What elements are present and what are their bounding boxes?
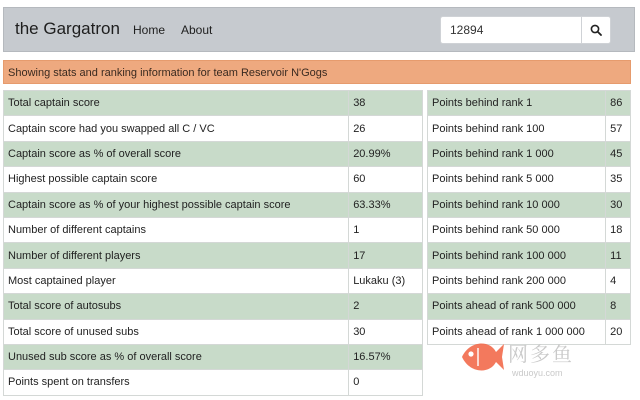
stat-value: 2 xyxy=(349,294,423,319)
stat-value: 20 xyxy=(606,319,631,344)
table-row xyxy=(4,192,423,217)
stat-label: Number of different captains xyxy=(4,217,349,242)
table-row xyxy=(428,141,631,166)
stat-label: Points behind rank 100 000 xyxy=(428,243,606,268)
stat-value: 35 xyxy=(606,167,631,192)
stat-value: Lukaku (3) xyxy=(349,268,423,293)
stat-value: 8 xyxy=(606,294,631,319)
fish-logo-icon xyxy=(456,332,506,382)
stat-value: 20.99% xyxy=(349,141,423,166)
table-row xyxy=(428,243,631,268)
stat-value: 63.33% xyxy=(349,192,423,217)
brand-title[interactable]: the Gargatron xyxy=(15,19,120,38)
stat-value: 30 xyxy=(349,319,423,344)
team-info-banner: Showing stats and ranking information for team Reservoir N'Gogs xyxy=(3,60,631,84)
watermark xyxy=(456,332,626,392)
watermark-url: wduoyu.com xyxy=(512,368,563,378)
stat-label: Total captain score xyxy=(4,91,349,116)
stat-value: 18 xyxy=(606,217,631,242)
stat-label: Captain score as % of overall score xyxy=(4,141,349,166)
stat-value: 4 xyxy=(606,268,631,293)
table-row xyxy=(4,116,423,141)
stat-label: Highest possible captain score xyxy=(4,167,349,192)
stat-value: 38 xyxy=(349,91,423,116)
nav-about-link[interactable]: About xyxy=(181,23,213,37)
stat-label: Total score of unused subs xyxy=(4,319,349,344)
stat-label: Number of different players xyxy=(4,243,349,268)
stat-label: Points behind rank 1 xyxy=(428,91,606,116)
navbar xyxy=(3,7,635,52)
table-row xyxy=(4,294,423,319)
stat-label: Points ahead of rank 500 000 xyxy=(428,294,606,319)
stat-label: Points behind rank 10 000 xyxy=(428,192,606,217)
table-row xyxy=(4,141,423,166)
table-row xyxy=(428,116,631,141)
stat-label: Points behind rank 200 000 xyxy=(428,268,606,293)
stat-label: Points behind rank 50 000 xyxy=(428,217,606,242)
stat-value: 30 xyxy=(606,192,631,217)
stat-label: Points behind rank 100 xyxy=(428,116,606,141)
stat-label: Total score of autosubs xyxy=(4,294,349,319)
stat-value: 1 xyxy=(349,217,423,242)
watermark-name: 网多鱼 xyxy=(508,342,574,366)
table-row xyxy=(428,268,631,293)
table-row xyxy=(4,370,423,395)
nav-home-link[interactable]: Home xyxy=(133,23,166,37)
stat-value: 57 xyxy=(606,116,631,141)
search-button[interactable] xyxy=(581,16,611,44)
table-row xyxy=(428,217,631,242)
table-row xyxy=(428,167,631,192)
table-row xyxy=(4,91,423,116)
table-row xyxy=(428,294,631,319)
stat-label: Captain score had you swapped all C / VC xyxy=(4,116,349,141)
stat-label: Captain score as % of your highest possible captain score xyxy=(4,192,349,217)
table-row xyxy=(4,167,423,192)
captain-stats-table xyxy=(3,90,423,396)
table-row xyxy=(4,344,423,369)
table-row xyxy=(428,91,631,116)
table-row xyxy=(4,217,423,242)
stat-label: Points ahead of rank 1 000 000 xyxy=(428,319,606,344)
team-search-input[interactable] xyxy=(440,16,582,44)
stat-value: 0 xyxy=(349,370,423,395)
stat-value: 45 xyxy=(606,141,631,166)
stat-label: Most captained player xyxy=(4,268,349,293)
rank-stats-table xyxy=(427,90,631,345)
stat-label: Unused sub score as % of overall score xyxy=(4,344,349,369)
table-row xyxy=(4,319,423,344)
stat-value: 60 xyxy=(349,167,423,192)
stat-value: 16.57% xyxy=(349,344,423,369)
stat-value: 26 xyxy=(349,116,423,141)
search-icon xyxy=(590,24,602,36)
stat-value: 11 xyxy=(606,243,631,268)
stat-value: 86 xyxy=(606,91,631,116)
stat-label: Points spent on transfers xyxy=(4,370,349,395)
table-row xyxy=(428,192,631,217)
stat-value: 17 xyxy=(349,243,423,268)
table-row xyxy=(4,243,423,268)
stat-label: Points behind rank 1 000 xyxy=(428,141,606,166)
table-row xyxy=(4,268,423,293)
stat-label: Points behind rank 5 000 xyxy=(428,167,606,192)
